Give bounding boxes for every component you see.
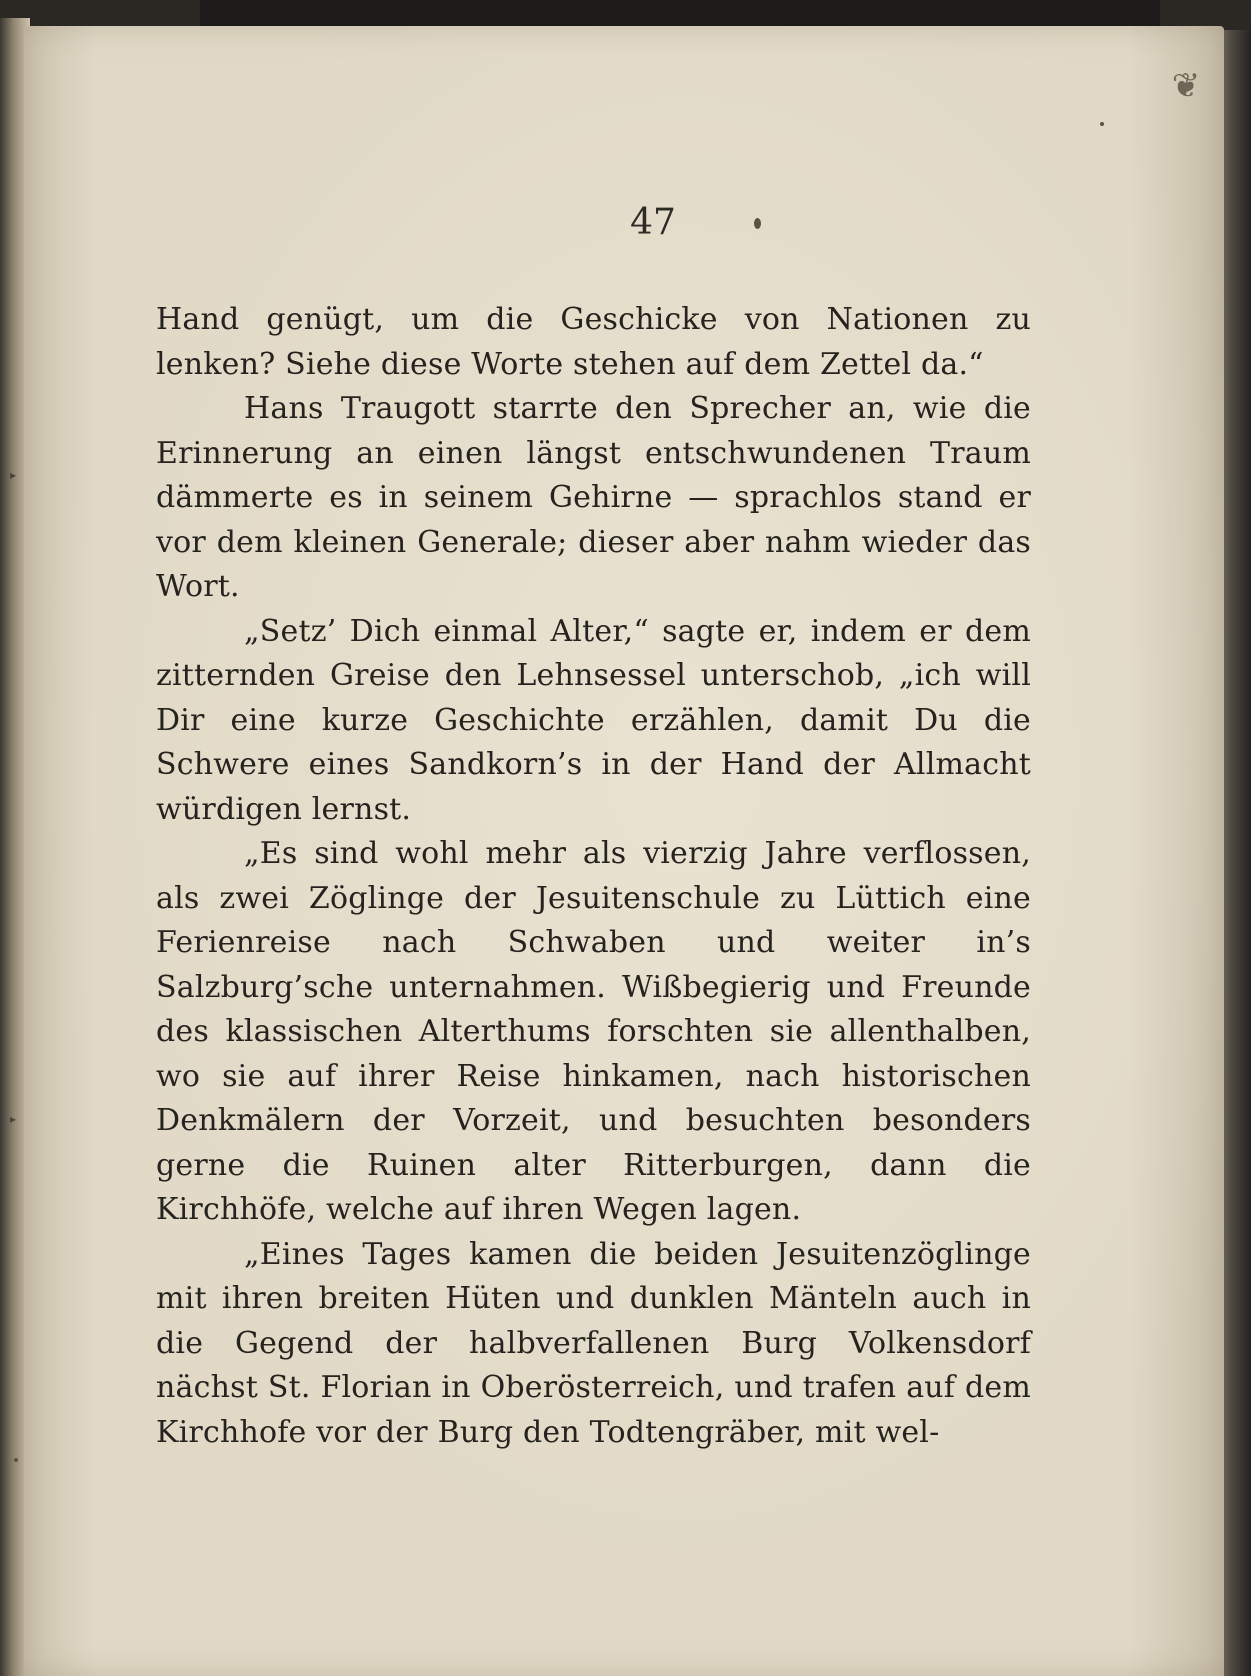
ink-speck (1100, 122, 1104, 126)
margin-mark-icon: ▸ (10, 468, 17, 482)
margin-mark-icon: ▸ (10, 1112, 17, 1126)
body-text (156, 298, 1031, 1455)
paragraph: „Es sind wohl mehr als vierzig Jahre verflossen, als zwei Zöglinge der Jesuitenschule zu Lüttich eine Ferienreise nach Schwaben und weiter in’s Salzburg’sche unternahmen. Wißbegierig und Freunde des klassischen Alterthums forschten sie allenthalben, wo sie auf ihrer Reise hinkamen, nach historischen Denkmälern der Vorzeit, und besuchten besonders gerne die Ruinen alter Ritterburgen, dann die Kirchhöfe, welche auf ihren Wegen lagen. (156, 836, 1031, 1227)
corner-ornament-icon: ❦ (1171, 66, 1201, 106)
paragraph: Hand genügt, um die Geschicke von Nationen zu lenken? Siehe diese Worte stehen auf dem Zettel da.“ (156, 302, 1031, 382)
paragraph: „Eines Tages kamen die beiden Jesuitenzöglinge mit ihren breiten Hüten und dunklen Mänteln auch in die Gegend der halbverfallenen Burg Volkensdorf nächst St. Florian in Oberösterreich, und trafen auf dem Kirchhofe vor der Burg den Todtengräber, mit wel- (156, 1236, 1031, 1450)
top-edge (200, 0, 1160, 26)
ink-speck (14, 1458, 18, 1462)
paragraph: Hans Traugott starrte den Sprecher an, wie die Erinnerung an einen längst entschwundenen Traum dämmerte es in seinem Gehirne — sprachlos stand er vor dem kleinen Generale; dieser aber nahm wieder das Wort. (156, 391, 1031, 604)
paragraph: „Setz’ Dich einmal Alter,“ sagte er, indem er dem zitternden Greise den Lehnsessel unterschob, „ich will Dir eine kurze Geschichte erzählen, damit Du die Schwere eines Sandkorn’s in der Hand der Allmacht würdigen lernst. (156, 613, 1031, 827)
page-number: 47 (630, 202, 676, 243)
